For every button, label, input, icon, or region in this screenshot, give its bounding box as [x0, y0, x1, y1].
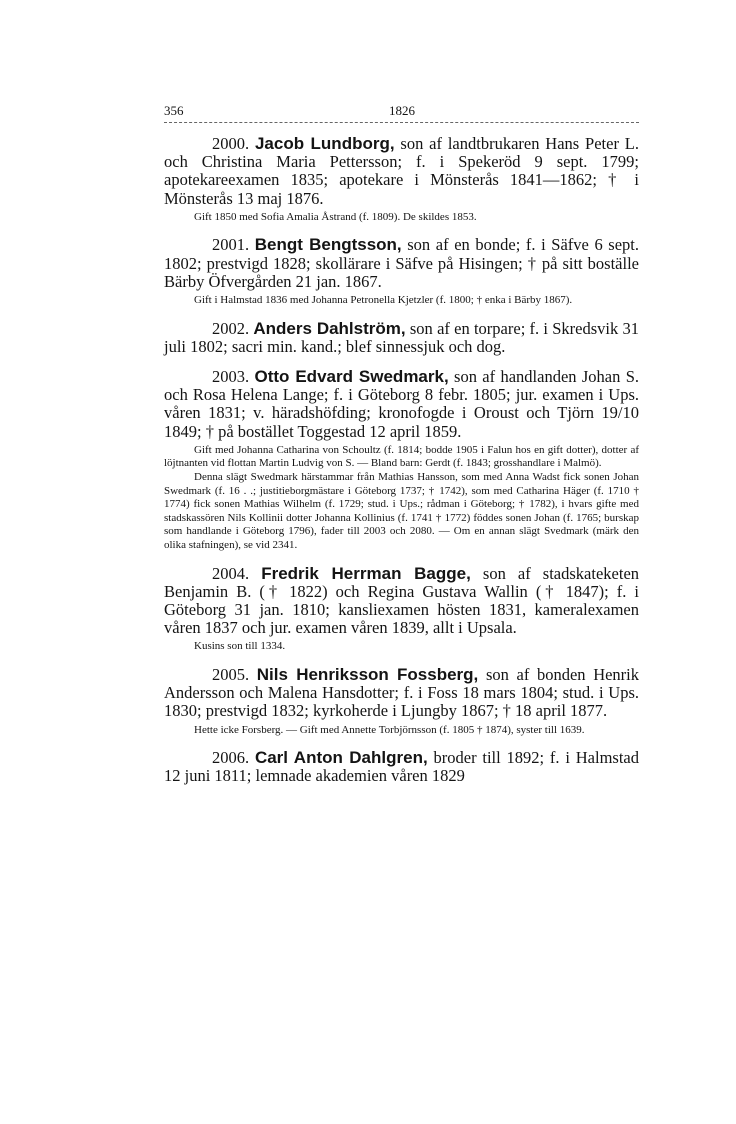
entry-note: Gift 1850 med Sofia Amalia Åstrand (f. 1809). De skildes 1853. — [194, 210, 477, 223]
entry-number: 2005. — [212, 664, 250, 684]
entry-text — [164, 666, 639, 721]
entry-note: Gift i Halmstad 1836 med Johanna Petronella Kjetzler (f. 1800; † enka i Bärby 1867). — [194, 294, 573, 307]
entry-number: 2003. — [212, 367, 250, 387]
entry-number: 2001. — [212, 235, 250, 255]
entry-text — [164, 749, 639, 785]
entry-number: 2004. — [212, 563, 250, 583]
entry-name: Anders Dahlström, — [253, 318, 406, 338]
running-head-year: 1826 — [389, 103, 415, 118]
entry-body: son af stadskateketen Benjamin B. († 1822) och Regina Gustava Wallin († 1847); f. i Göteborg 31 jan. 1810; kansliexamen hösten 1831, kameralexamen våren 1837 och jur. examen våren 1839, allt i Upsala. — [164, 563, 640, 638]
entry-note: Denna slägt Swedmark härstammar från Mathias Hansson, som med Anna Wadst fick sonen Johan Swedmark (f. 16 . .; justitieborgmästare i Göteborg 1737; † 1742), som med Catharina Häger (f. 1710 † 1774) fick sonen Mathias Wilhelm (f. 1729; stud. i Ups.; rådman i Göteborg; † 1782), i hvars gifte med stadskassören Nils Kollinii dotter Johanna Kollinius (f. 1741 † 1772) föddes sonen Johan (f. 1765; burskap som handlande i Göteborg 1796), fader till 2003 och 2080. — Om en annan slägt Svedmark (märk den olika stafningen), se vid 2341. — [164, 471, 639, 551]
entry-name: Carl Anton Dahlgren, — [254, 748, 428, 768]
entry-note: Kusins son till 1334. — [194, 640, 286, 653]
entry-2004 — [164, 565, 639, 654]
entry-2001 — [164, 236, 639, 307]
entry-body: son af en bonde; f. i Säfve 6 sept. 1802; prestvigd 1828; skollärare i Säfve på Hisingen; † på sitt boställe Bärby Öfvergården 21 jan. 1867. — [164, 235, 640, 291]
entry-2002 — [164, 320, 639, 356]
entry-note: Hette icke Forsberg. — Gift med Annette Torbjörnsson (f. 1805 † 1874), syster till 1639. — [194, 723, 585, 736]
entry-2005 — [164, 666, 639, 737]
entry-name: Jacob Lundborg, — [254, 134, 395, 153]
entry-text — [164, 135, 639, 208]
entry-name: Otto Edvard Swedmark, — [254, 367, 449, 387]
entry-2000 — [164, 135, 639, 224]
entry-body: son af en torpare; f. i Skredsvik 31 juli 1802; sacri min. kand.; blef sinnessjuk och dog. — [164, 318, 640, 356]
entry-text — [164, 565, 639, 638]
entry-number: 2000. — [212, 134, 250, 153]
entry-body: son af handlanden Johan S. och Rosa Helena Lange; f. i Göteborg 8 febr. 1805; jur. examen i Ups. våren 1831; v. häradshöfding; kronofogde i Oroust och Tjörn 19/10 1849; † på bostället Toggestad 12 april 1859. — [164, 367, 639, 441]
entry-text — [164, 236, 639, 291]
page-number: 356 — [164, 103, 184, 118]
book-page — [164, 100, 639, 786]
entry-body: broder till 1892; f. i Halmstad 12 juni 1811; lemnade akademien våren 1829 — [164, 748, 639, 786]
entry-body: son af bonden Henrik Andersson och Malena Hansdotter; f. i Foss 18 mars 1804; stud. i Ups. 1830; prestvigd 1832; kyrkoherde i Ljungby 1867; † 18 april 1877. — [164, 664, 640, 721]
page-header — [164, 100, 639, 123]
entry-number: 2006. — [212, 748, 250, 768]
entry-2003 — [164, 368, 639, 553]
entry-name: Bengt Bengtsson, — [254, 235, 402, 255]
entry-2006 — [164, 749, 639, 785]
entry-name: Nils Henriksson Fossberg, — [256, 664, 479, 684]
entry-text — [164, 368, 639, 441]
entry-note: Gift med Johanna Catharina von Schoultz (f. 1814; bodde 1905 i Falun hos en gift dotter), dotter af löjtnanten vid flottan Martin Ludvig von S. — Bland barn: Gerdt (f. 1843; grosshandlare i Malmö). — [164, 443, 639, 470]
entry-number: 2002. — [212, 318, 250, 338]
entry-text — [164, 320, 639, 356]
entry-name: Fredrik Herrman Bagge, — [261, 563, 471, 583]
entry-body: son af landtbrukaren Hans Peter L. och Christina Maria Pettersson; f. i Spekeröd 9 sept. 1799; apotekareexamen 1835; apotekare i Mönsterås 1841—1862; † i Mönsterås 13 maj 1876. — [164, 134, 640, 208]
